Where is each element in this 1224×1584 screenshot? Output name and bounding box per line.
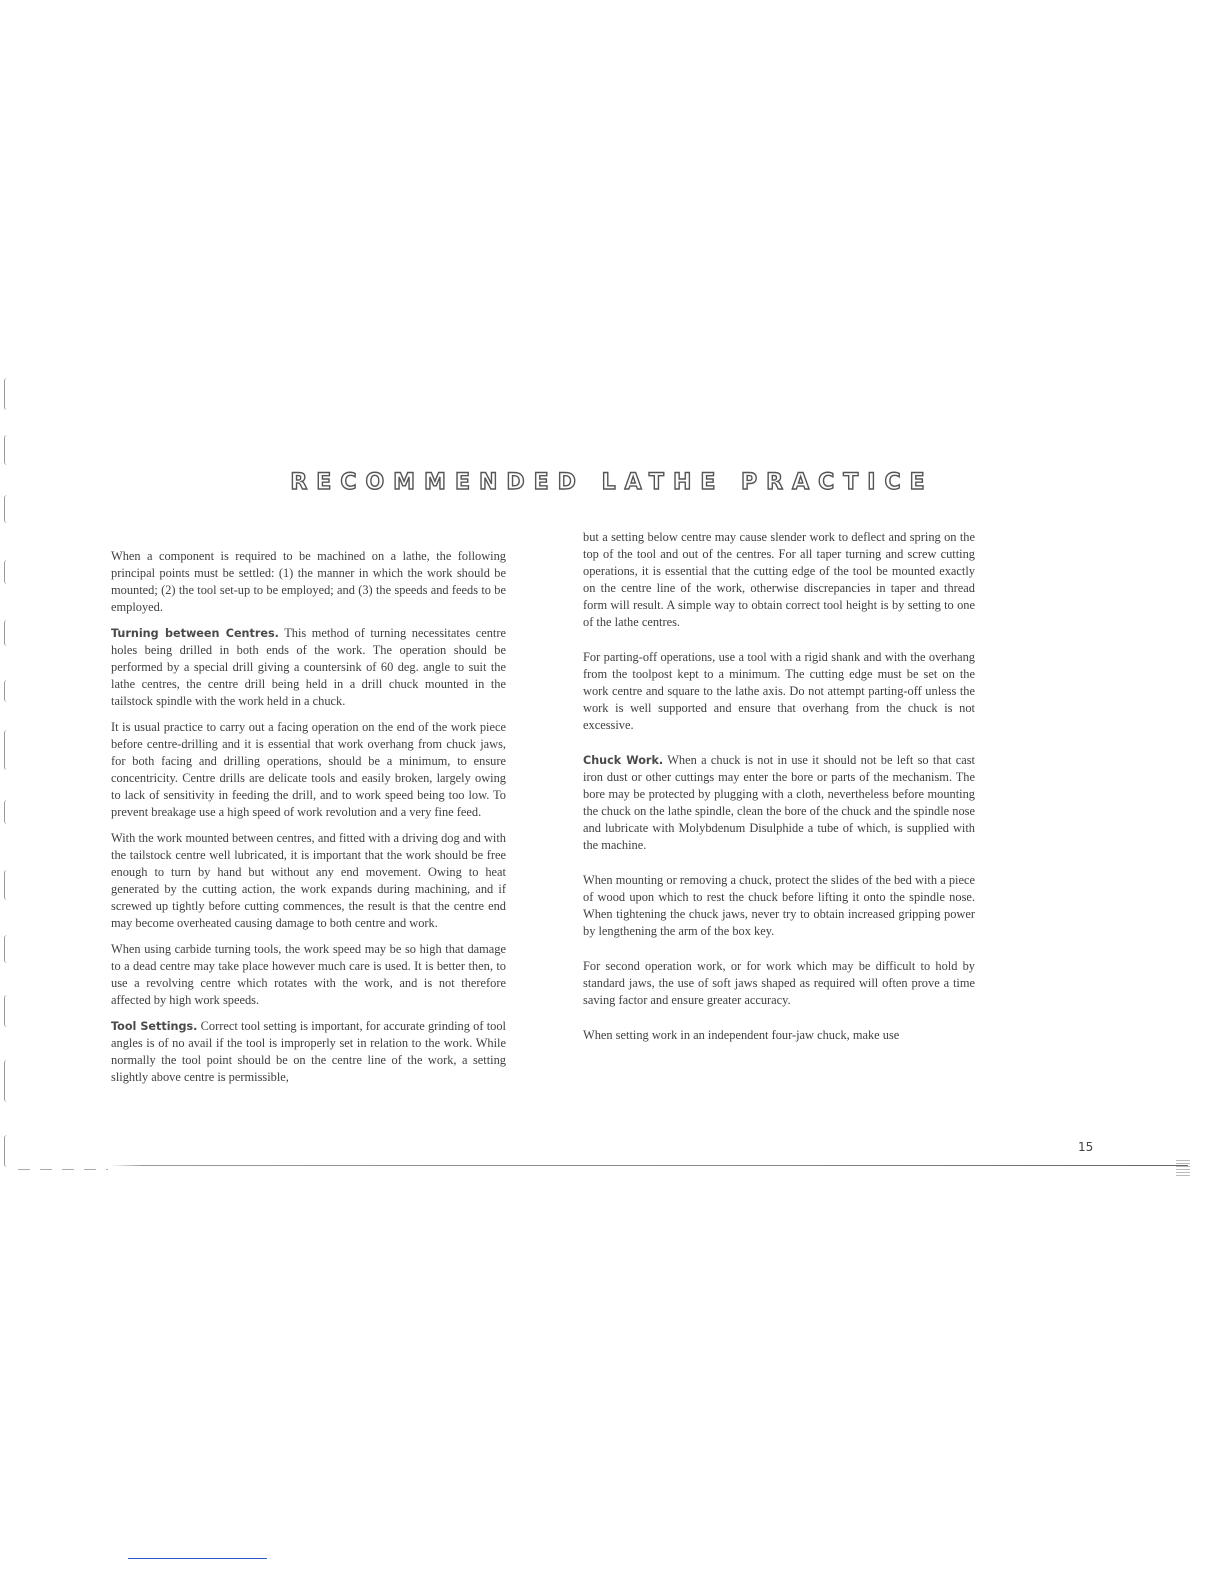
turning-between-centres-text: This method of turning necessitates centre holes being drilled in both ends of the work. The operation should be performed by a special drill giving a countersink of 60 deg. angle to suit the lathe centres, the centre drill being held in a drill chuck mounted in the tailstock spindle with the work held in a chuck. xyxy=(111,626,507,708)
turning-between-centres-paragraph xyxy=(111,625,506,710)
four-jaw-chuck-paragraph xyxy=(583,1027,975,1044)
mounting-chuck-paragraph xyxy=(583,872,975,940)
page-title: RECOMMENDED LATHE PRACTICE xyxy=(290,470,934,495)
turning-between-centres-heading: Turning between Centres. xyxy=(111,627,279,640)
bottom-rule-dashes xyxy=(18,1169,108,1170)
carbide-tools-paragraph xyxy=(111,941,506,1009)
intro-text: When a component is required to be machined on a lathe, the following principal points must be settled: (1) the manner in which the work should be mounted; (2) the tool set-up to be employed; and (3) the speeds and feeds to be employed. xyxy=(111,549,506,614)
tool-height-text: but a setting below centre may cause slender work to deflect and spring on the top of the tool and out of the centres. For all taper turning and screw cutting operations, it is essential that the cutting edge of the tool be mounted exactly on the centre line of the work, otherwise discrepancies in taper and thread form will result. A simple way to obtain correct tool height is by setting to one of the lathe centres. xyxy=(583,530,975,629)
four-jaw-chuck-text: When setting work in an independent four-jaw chuck, make use xyxy=(583,1028,900,1042)
tool-settings-paragraph xyxy=(111,1018,506,1086)
chuck-work-heading: Chuck Work. xyxy=(583,754,664,767)
tool-height-paragraph xyxy=(583,529,975,631)
mounting-centres-paragraph xyxy=(111,830,506,932)
tool-settings-heading: Tool Settings. xyxy=(111,1020,198,1033)
mounting-centres-text: With the work mounted between centres, and fitted with a driving dog and with the tailstock centre well lubricated, it is important that the work should be free enough to turn by hand but without any end movement. Owing to heat generated by the cutting action, the work expands during machining, and if screwed up tightly before cutting commences, the result is that the centre end may become overheated causing damage to both centre and work. xyxy=(111,831,506,930)
facing-text: It is usual practice to carry out a facing operation on the end of the work piece before centre-drilling and it is essential that work overhang from chuck jaws, for both facing and drilling operations, should be a minimum, to ensure concentricity. Centre drills are delicate tools and easily broken, largely owing to lack of sensitivity in feeding the drill, and to work speed being too low. To prevent breakage use a high speed of work revolution and a very fine feed. xyxy=(111,720,506,819)
parting-off-text: For parting-off operations, use a tool with a rigid shank and with the overhang from the toolpost kept to a minimum. The cutting edge must be set on the work centre and square to the lathe axis. Do not attempt parting-off unless the work is well supported and ensure that overhang from the chuck is not excessive. xyxy=(583,650,975,732)
chuck-work-paragraph xyxy=(583,752,975,854)
soft-jaws-text: For second operation work, or for work which may be difficult to hold by standard jaws, the use of soft jaws shaped as required will often prove a time saving factor and ensure greater accuracy. xyxy=(583,959,975,1007)
chuck-work-text: When a chuck is not in use it should not be left so that cast iron dust or other cuttings may enter the bore or parts of the mechanism. The bore may be protected by plugging with a cloth, nevertheless before mounting the chuck on the lathe spindle, clean the bore of the chuck and the spindle nose and lubricate with Molybdenum Disulphide a tube of which, is supplied with the machine. xyxy=(583,753,976,852)
tool-settings-text: Correct tool setting is important, for accurate grinding of tool angles is of no avail if the tool is improperly set in relation to the work. While normally the tool point should be on the centre line of the work, a setting slightly above centre is permissible, xyxy=(111,1019,506,1084)
parting-off-paragraph xyxy=(583,649,975,734)
facing-paragraph xyxy=(111,719,506,821)
left-column xyxy=(111,548,506,1095)
mounting-chuck-text: When mounting or removing a chuck, protect the slides of the bed with a piece of wood upon which to rest the chuck before lifting it onto the spindle nose. When tightening the chuck jaws, never try to obtain increased gripping power by lengthening the arm of the box key. xyxy=(583,873,975,938)
soft-jaws-paragraph xyxy=(583,958,975,1009)
carbide-tools-text: When using carbide turning tools, the work speed may be so high that damage to a dead centre may take place however much care is used. It is better then, to use a revolving centre which rotates with the work, and is not therefore affected by high work speeds. xyxy=(111,942,506,1007)
footer-link-underline xyxy=(128,1558,267,1559)
bottom-rule xyxy=(110,1165,1188,1166)
page-number: 15 xyxy=(1078,1140,1094,1154)
right-column xyxy=(583,529,975,1062)
corner-scan-mark xyxy=(1176,1160,1190,1178)
intro-paragraph xyxy=(111,548,506,616)
